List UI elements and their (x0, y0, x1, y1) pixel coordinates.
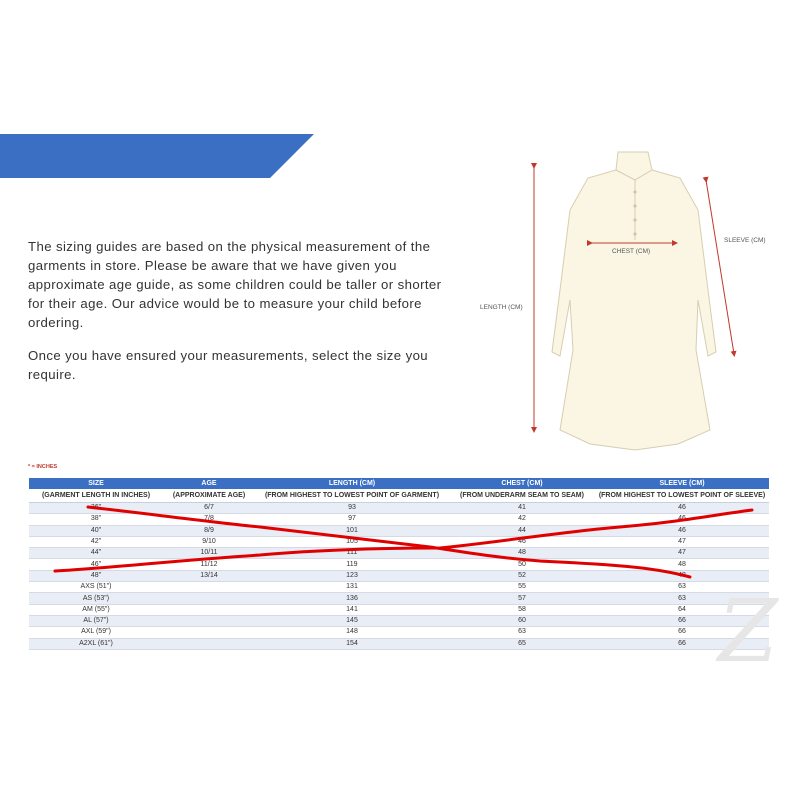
table-cell (163, 627, 255, 638)
table-cell: 141 (255, 604, 449, 615)
sleeve-label: SLEEVE (CM) (724, 237, 766, 244)
table-cell: 66 (595, 638, 769, 649)
table-cell: 55 (449, 582, 595, 593)
subheader-sleeve: (FROM HIGHEST TO LOWEST POINT OF SLEEVE) (595, 489, 769, 503)
table-cell: 97 (255, 514, 449, 525)
table-cell (163, 593, 255, 604)
table-cell: 10/11 (163, 548, 255, 559)
table-row (29, 514, 769, 525)
table-cell: AM (55") (29, 604, 163, 615)
table-cell: 44" (29, 548, 163, 559)
table-cell: 41 (449, 503, 595, 514)
inches-note: * = INCHES (28, 464, 58, 470)
title-banner (0, 134, 314, 178)
table-subheader-row (29, 489, 769, 503)
watermark-logo: Z (718, 582, 778, 682)
table-cell: 48 (595, 570, 769, 581)
subheader-length: (FROM HIGHEST TO LOWEST POINT OF GARMENT) (255, 489, 449, 503)
table-cell: 8/9 (163, 525, 255, 536)
table-cell: 40" (29, 525, 163, 536)
table-row (29, 559, 769, 570)
table-row (29, 627, 769, 638)
header-length: LENGTH (CM) (255, 478, 449, 489)
page-title: KURTHA SIZING GUIDE (28, 12, 225, 31)
table-cell: 52 (449, 570, 595, 581)
table-cell: 64 (595, 604, 769, 615)
table-cell: 101 (255, 525, 449, 536)
table-cell: 48 (449, 548, 595, 559)
table-cell: 46 (595, 514, 769, 525)
table-cell: 111 (255, 548, 449, 559)
table-cell: 63 (449, 627, 595, 638)
size-table (29, 478, 769, 650)
subheader-size: (GARMENT LENGTH IN INCHES) (29, 489, 163, 503)
length-label: LENGTH (CM) (480, 304, 523, 311)
table-cell (163, 582, 255, 593)
table-cell: 48" (29, 570, 163, 581)
table-cell: 131 (255, 582, 449, 593)
table-row (29, 536, 769, 547)
table-cell: 105 (255, 536, 449, 547)
table-cell: 119 (255, 559, 449, 570)
table-cell: 46 (449, 536, 595, 547)
table-cell: 145 (255, 615, 449, 626)
table-cell: 42" (29, 536, 163, 547)
table-row (29, 548, 769, 559)
table-cell: 47 (595, 536, 769, 547)
table-cell: 44 (449, 525, 595, 536)
table-row (29, 638, 769, 649)
table-cell: 63 (595, 593, 769, 604)
table-cell: 123 (255, 570, 449, 581)
table-cell (163, 638, 255, 649)
table-cell: 7/8 (163, 514, 255, 525)
table-cell: 65 (449, 638, 595, 649)
table-row (29, 615, 769, 626)
chest-label: CHEST (CM) (612, 248, 651, 255)
subheader-age: (APPROXIMATE AGE) (163, 489, 255, 503)
table-cell: 63 (595, 582, 769, 593)
table-row (29, 582, 769, 593)
intro-paragraph-2: Once you have ensured your measurements, select the size you require. (28, 348, 429, 382)
table-cell: 42 (449, 514, 595, 525)
header-size: SIZE (29, 478, 163, 489)
table-row (29, 525, 769, 536)
table-row (29, 593, 769, 604)
table-cell: AXL (59") (29, 627, 163, 638)
table-cell: 93 (255, 503, 449, 514)
table-cell: 13/14 (163, 570, 255, 581)
table-cell: 38" (29, 514, 163, 525)
table-cell: 58 (449, 604, 595, 615)
table-cell: 11/12 (163, 559, 255, 570)
table-row (29, 570, 769, 581)
table-cell: 154 (255, 638, 449, 649)
table-header-row (29, 478, 769, 489)
table-cell: 57 (449, 593, 595, 604)
kurtha-diagram (470, 140, 800, 470)
table-cell: 6/7 (163, 503, 255, 514)
table-cell: 66 (595, 615, 769, 626)
intro-paragraph-1: The sizing guides are based on the physical measurement of the garments in store. Please be aware that we have given you approximate age guide, as some children could be taller or shorter for their age. Our advice would be to measure your child before ordering. (28, 239, 442, 330)
table-cell: 66 (595, 627, 769, 638)
table-cell: 47 (595, 548, 769, 559)
table-cell: AS (53") (29, 593, 163, 604)
table-cell: AL (57") (29, 615, 163, 626)
size-table-container (29, 478, 769, 650)
table-cell: 46" (29, 559, 163, 570)
table-cell: 50 (449, 559, 595, 570)
header-chest: CHEST (CM) (449, 478, 595, 489)
table-cell: 148 (255, 627, 449, 638)
table-row (29, 503, 769, 514)
header-sleeve: SLEEVE (CM) (595, 478, 769, 489)
table-cell: 136 (255, 593, 449, 604)
header-age: AGE (163, 478, 255, 489)
table-cell: AXS (51") (29, 582, 163, 593)
intro-text (28, 237, 458, 398)
table-cell: 60 (449, 615, 595, 626)
table-cell (163, 615, 255, 626)
subheader-chest: (FROM UNDERARM SEAM TO SEAM) (449, 489, 595, 503)
table-cell: 46 (595, 503, 769, 514)
table-cell: 48 (595, 559, 769, 570)
table-cell: 46 (595, 525, 769, 536)
table-cell: A2XL (61") (29, 638, 163, 649)
table-cell: 9/10 (163, 536, 255, 547)
table-cell (163, 604, 255, 615)
table-body (29, 503, 769, 650)
table-cell: 36" (29, 503, 163, 514)
table-row (29, 604, 769, 615)
